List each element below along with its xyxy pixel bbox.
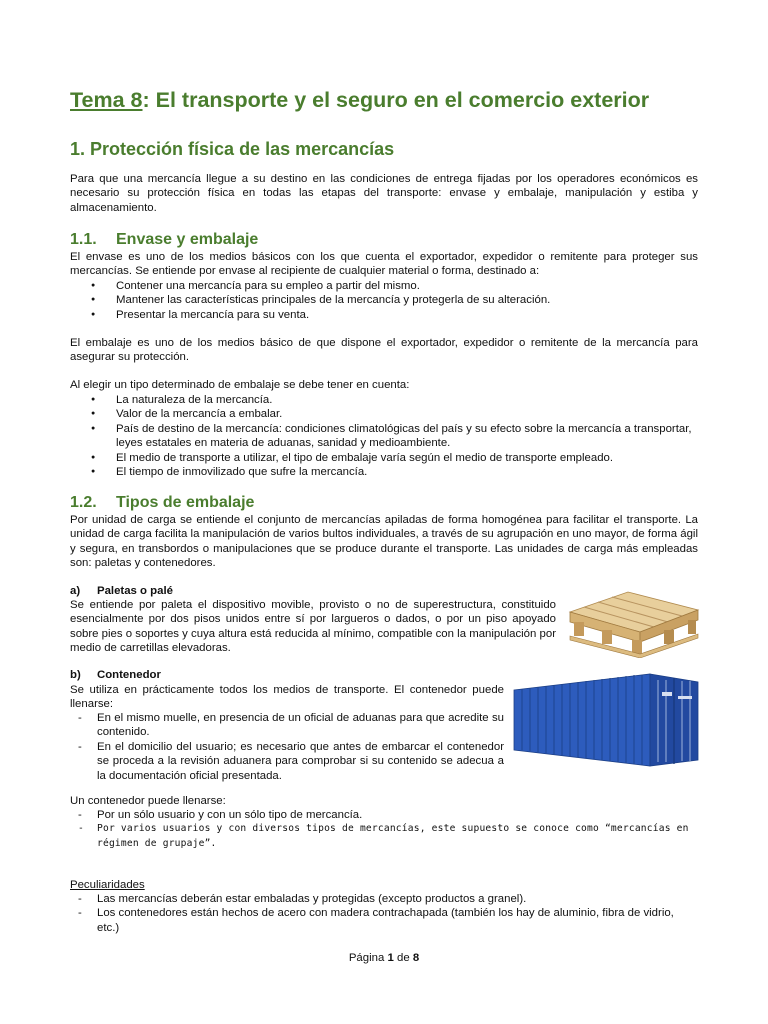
list-item: - Los contenedores están hechos de acero con madera contrachapada (también los hay de aluminio, fibra de vidrio, etc.) [70,906,698,935]
footer-separator: de [396,952,410,964]
list-item: - En el mismo muelle, en presencia de un oficial de aduanas para que acredite su contenido. [70,711,504,740]
list-item: ● Mantener las características principales de la mercancía y protegerla de su alteración. [70,293,698,307]
section-1-heading: 1. Protección física de las mercancías [70,139,395,159]
tipos-paragraph: Por unidad de carga se entiende el conjunto de mercancías apiladas de forma homogénea para facilitar el transporte. La unidad de carga facilita la manipulación de varios bultos individuales, a través de su agrupación en uno mayor, de forma ágil y segura, en transbordos o manipulaciones que se produce durante el transporte. Las unidades de carga más empleadas son: paletas y contenedores. [70,514,698,570]
paletas-paragraph: Se entiende por paleta el dispositivo movible, provisto o no de superestructura, constituido esencialmente por dos pisos unidos entre sí por largueros o dados, o por un piso apoyado sobre pies o soportes y cuya altura está reducida al mínimo, compatible con la manipulación por medio de carretillas elevadoras. [70,599,556,655]
fill-modes-list [70,808,698,851]
embalaje-criteria-intro: Al elegir un tipo determinado de embalaje se debe tener en cuenta: [70,379,410,391]
fill-modes-intro: Un contenedor puede llenarse: [70,795,226,807]
subsection-b-title: Contenedor [97,669,161,681]
list-item: - Por varios usuarios y con diversos tipos de mercancías, este supuesto se conoce como “mercancías en régimen de grupaje”. [70,822,698,851]
subsection-a-heading [70,584,173,598]
title-rest: : El transporte y el seguro en el comercio exterior [142,88,650,112]
contenedor-paragraph: Se utiliza en prácticamente todos los medios de transporte. El contenedor puede llenarse: [70,684,504,711]
embalaje-criteria-list [70,393,698,479]
list-item: ● La naturaleza de la mercancía. [70,393,698,407]
section-1-intro: Para que una mercancía llegue a su destino en las condiciones de entrega fijadas por los operadores económicos es necesario su protección física en todas las etapas del transporte: envase y embalaje, manipulación y estiba y almacenamiento. [70,173,698,214]
list-item: ● Presentar la mercancía para su venta. [70,308,698,322]
list-item: - En el domicilio del usuario; es necesario que antes de embarcar el contenedor se proceda a la revisión aduanera para comprobar si su contenido se adecua a la documentación oficial presentada. [70,740,504,783]
peculiaridades-heading: Peculiaridades [70,879,145,891]
envase-list [70,279,698,322]
section-1-1-number: 1.1. [70,231,97,248]
list-item: - Por un sólo usuario y con un sólo tipo de mercancía. [70,808,698,822]
section-1-1-heading [70,230,258,250]
peculiaridades-list [70,892,698,935]
section-1-2-title: Tipos de embalaje [116,494,255,511]
list-item: ● Valor de la mercancía a embalar. [70,407,698,421]
page-title [70,86,649,114]
section-1-2-heading [70,493,254,513]
list-item: ● El medio de transporte a utilizar, el tipo de embalaje varía según el medio de transporte empleado. [70,451,698,465]
list-item: ● Contener una mercancía para su empleo a partir del mismo. [70,279,698,293]
section-1-2-number: 1.2. [70,494,97,511]
page-footer [0,951,768,965]
title-prefix: Tema 8 [70,88,143,112]
contenedor-fill-list [70,711,504,783]
subsection-a-title: Paletas o palé [97,585,173,597]
subsection-b-heading [70,668,161,682]
list-item: ● País de destino de la mercancía: condiciones climatológicas del país y su efecto sobre la mercancía a transportar, leyes estatales en materia de aduanas, sanidad y medioambiente. [70,422,698,451]
list-item: - Las mercancías deberán estar embaladas y protegidas (excepto productos a granel). [70,892,698,906]
subsection-a-label: a) [70,585,81,597]
list-item: ● El tiempo de inmovilizado que sufre la mercancía. [70,465,698,479]
footer-total-pages: 8 [412,952,420,964]
section-1-1-title: Envase y embalaje [116,231,259,248]
embalaje-paragraph: El embalaje es uno de los medios básico de que dispone el exportador, expedidor o remitente de la mercancía para asegurar su protección. [70,337,698,364]
envase-paragraph: El envase es uno de los medios básicos con los que cuenta el exportador, expedidor o remitente para proteger sus mercancías. Se entiende por envase al recipiente de cualquier material o forma, destinado a: [70,251,698,278]
subsection-b-label: b) [70,669,81,681]
pallet-image [566,582,700,658]
container-image [512,672,700,768]
footer-page-number: 1 [387,952,394,964]
footer-prefix: Página [348,952,385,964]
